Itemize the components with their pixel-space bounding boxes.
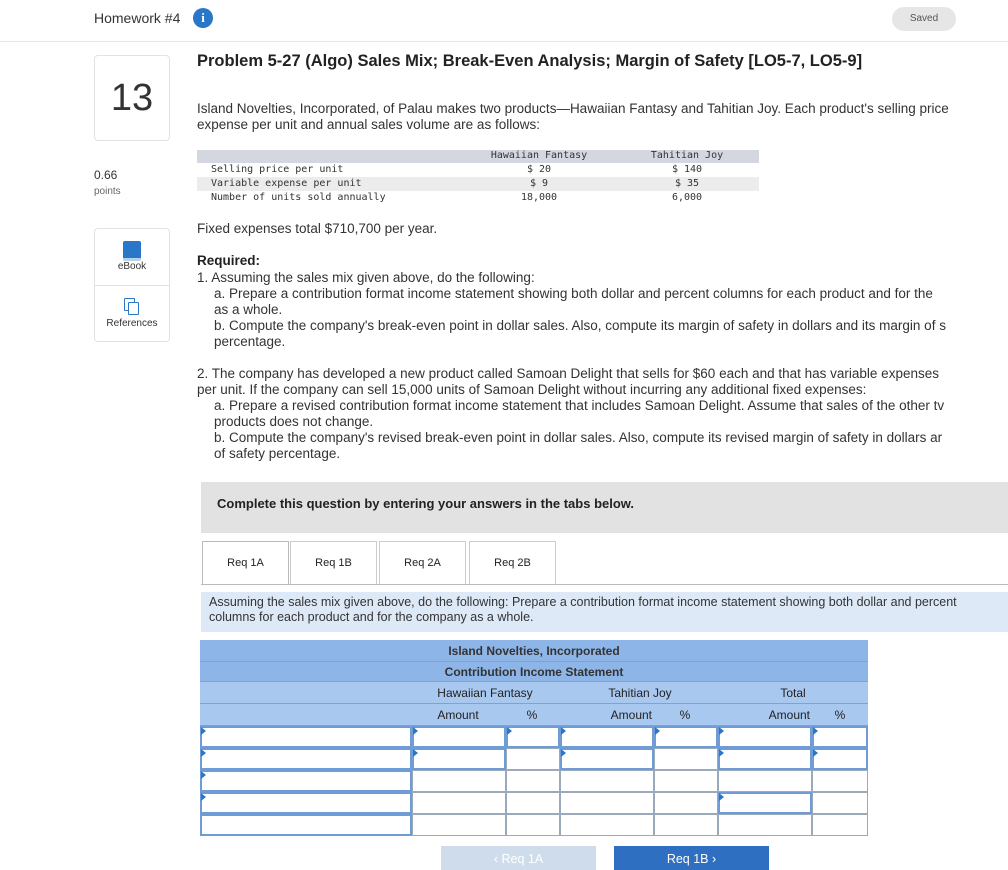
amount-header: Amount	[437, 708, 479, 722]
percent-cell	[654, 748, 718, 770]
tab-req-1a[interactable]: Req 1A	[202, 541, 289, 584]
req-line: b. Compute the company's revised break-even point in dollar sales. Also, compute its revised margin of safety in dollars ar	[214, 430, 943, 445]
top-bar	[0, 0, 1008, 42]
amount-cell	[718, 770, 812, 792]
table-row	[197, 191, 759, 205]
percent-cell	[506, 748, 560, 770]
percent-cell	[654, 814, 718, 836]
amount-cell	[718, 814, 812, 836]
ebook-button[interactable]	[95, 229, 169, 285]
percent-input[interactable]	[506, 726, 560, 748]
tab-req-2a[interactable]: Req 2A	[379, 541, 466, 584]
row-label-input[interactable]	[200, 792, 412, 814]
amount-cell	[560, 814, 654, 836]
product1-header: Hawaiian Fantasy	[437, 686, 533, 700]
ebook-label: eBook	[117, 261, 147, 272]
points-value: 0.66	[94, 168, 118, 182]
documents-icon	[124, 298, 140, 316]
column-header: Tahitian Joy	[650, 150, 724, 161]
product-data-table	[197, 150, 759, 205]
amount-cell	[412, 770, 506, 792]
amount-input[interactable]	[718, 792, 812, 814]
percent-cell	[506, 792, 560, 814]
req-line: a. Prepare a contribution format income statement showing both dollar and percent columns for each product and for the	[214, 286, 933, 301]
next-tab-button[interactable]: Req 1B ›	[614, 846, 769, 870]
tools-panel	[94, 228, 170, 342]
req-line: 1. Assuming the sales mix given above, do the following:	[197, 270, 535, 285]
requirement-2	[197, 366, 1008, 462]
req-line: products does not change.	[214, 414, 374, 429]
product2-header: Tahitian Joy	[608, 686, 672, 700]
percent-cell	[812, 770, 868, 792]
amount-input[interactable]	[718, 726, 812, 748]
references-button[interactable]	[95, 286, 169, 342]
prev-tab-button[interactable]: ‹ Req 1A	[441, 846, 596, 870]
question-number: 13	[94, 55, 170, 141]
row-label-input[interactable]	[200, 814, 412, 836]
cell-value: 6,000	[671, 192, 703, 203]
percent-header: %	[526, 708, 538, 722]
percent-input[interactable]	[654, 726, 718, 748]
req-line: b. Compute the company's break-even point in dollar sales. Also, compute its margin of safety in dollars and its margin of s	[214, 318, 946, 333]
tab-req-2b[interactable]: Req 2B	[469, 541, 556, 584]
row-label: Number of units sold annually	[211, 192, 386, 203]
company-name: Island Novelties, Incorporated	[448, 644, 620, 658]
table-row	[197, 163, 759, 177]
income-statement-grid	[200, 640, 868, 836]
req-line: of safety percentage.	[214, 446, 341, 461]
amount-input[interactable]	[560, 726, 654, 748]
required-heading: Required:	[197, 253, 261, 268]
intro-line: Island Novelties, Incorporated, of Palau makes two products—Hawaiian Fantasy and Tahitian Joy. Each product's selling price	[197, 101, 949, 116]
row-label-input[interactable]	[200, 726, 412, 748]
percent-cell	[506, 770, 560, 792]
tab-req-1b[interactable]: Req 1B	[290, 541, 377, 584]
req-line: a. Prepare a revised contribution format income statement that includes Samoan Delight. Assume that sales of the other tv	[214, 398, 945, 413]
row-label-input[interactable]	[200, 748, 412, 770]
amount-cell	[412, 814, 506, 836]
table-header	[197, 150, 759, 163]
amount-input[interactable]	[412, 726, 506, 748]
fixed-expenses-text: Fixed expenses total $710,700 per year.	[197, 221, 438, 236]
cell-value: 18,000	[520, 192, 558, 203]
amount-input[interactable]	[718, 748, 812, 770]
amount-header: Amount	[768, 708, 810, 722]
requirement-1	[197, 270, 1008, 350]
amount-input[interactable]	[412, 748, 506, 770]
references-label: References	[106, 318, 158, 329]
amount-cell	[560, 770, 654, 792]
homework-title: Homework #4	[94, 10, 181, 26]
cell-value: $ 140	[671, 164, 703, 175]
req-line: percentage.	[214, 334, 286, 349]
req-line: as a whole.	[214, 302, 283, 317]
column-header: Hawaiian Fantasy	[490, 150, 588, 161]
saved-badge: Saved	[892, 7, 956, 31]
percent-cell	[654, 770, 718, 792]
row-label-input[interactable]	[200, 770, 412, 792]
total-header: Total	[780, 686, 806, 700]
row-label: Selling price per unit	[211, 164, 344, 175]
amount-input[interactable]	[560, 748, 654, 770]
row-label: Variable expense per unit	[211, 178, 362, 189]
amount-header: Amount	[610, 708, 652, 722]
cell-value: $ 35	[674, 178, 700, 189]
problem-intro	[197, 101, 1008, 133]
complete-banner: Complete this question by entering your answers in the tabs below.	[201, 482, 1008, 533]
percent-cell	[812, 814, 868, 836]
intro-line: expense per unit and annual sales volume are as follows:	[197, 117, 540, 132]
req-line: per unit. If the company can sell 15,000 units of Samoan Delight without incurring any additional fixed expenses:	[197, 382, 867, 397]
percent-cell	[812, 792, 868, 814]
book-icon	[123, 241, 141, 261]
points-label: points	[94, 186, 121, 197]
tab-instruction: Assuming the sales mix given above, do the following: Prepare a contribution format income statement showing both dollar and percent columns for each product and for the company as a whole.	[201, 592, 1008, 632]
cell-value: $ 20	[526, 164, 552, 175]
statement-title: Contribution Income Statement	[444, 665, 624, 679]
percent-input[interactable]	[812, 726, 868, 748]
req-line: 2. The company has developed a new product called Samoan Delight that sells for $60 each and that has variable expenses	[197, 366, 939, 381]
percent-cell	[506, 814, 560, 836]
problem-title: Problem 5-27 (Algo) Sales Mix; Break-Even Analysis; Margin of Safety [LO5-7, LO5-9]	[197, 52, 863, 70]
tabs-baseline	[201, 584, 1008, 585]
amount-cell	[560, 792, 654, 814]
percent-input[interactable]	[812, 748, 868, 770]
amount-cell	[412, 792, 506, 814]
cell-value: $ 9	[529, 178, 549, 189]
percent-header: %	[834, 708, 846, 722]
info-icon[interactable]: i	[193, 8, 213, 28]
percent-cell	[654, 792, 718, 814]
table-row	[197, 177, 759, 191]
percent-header: %	[679, 708, 691, 722]
